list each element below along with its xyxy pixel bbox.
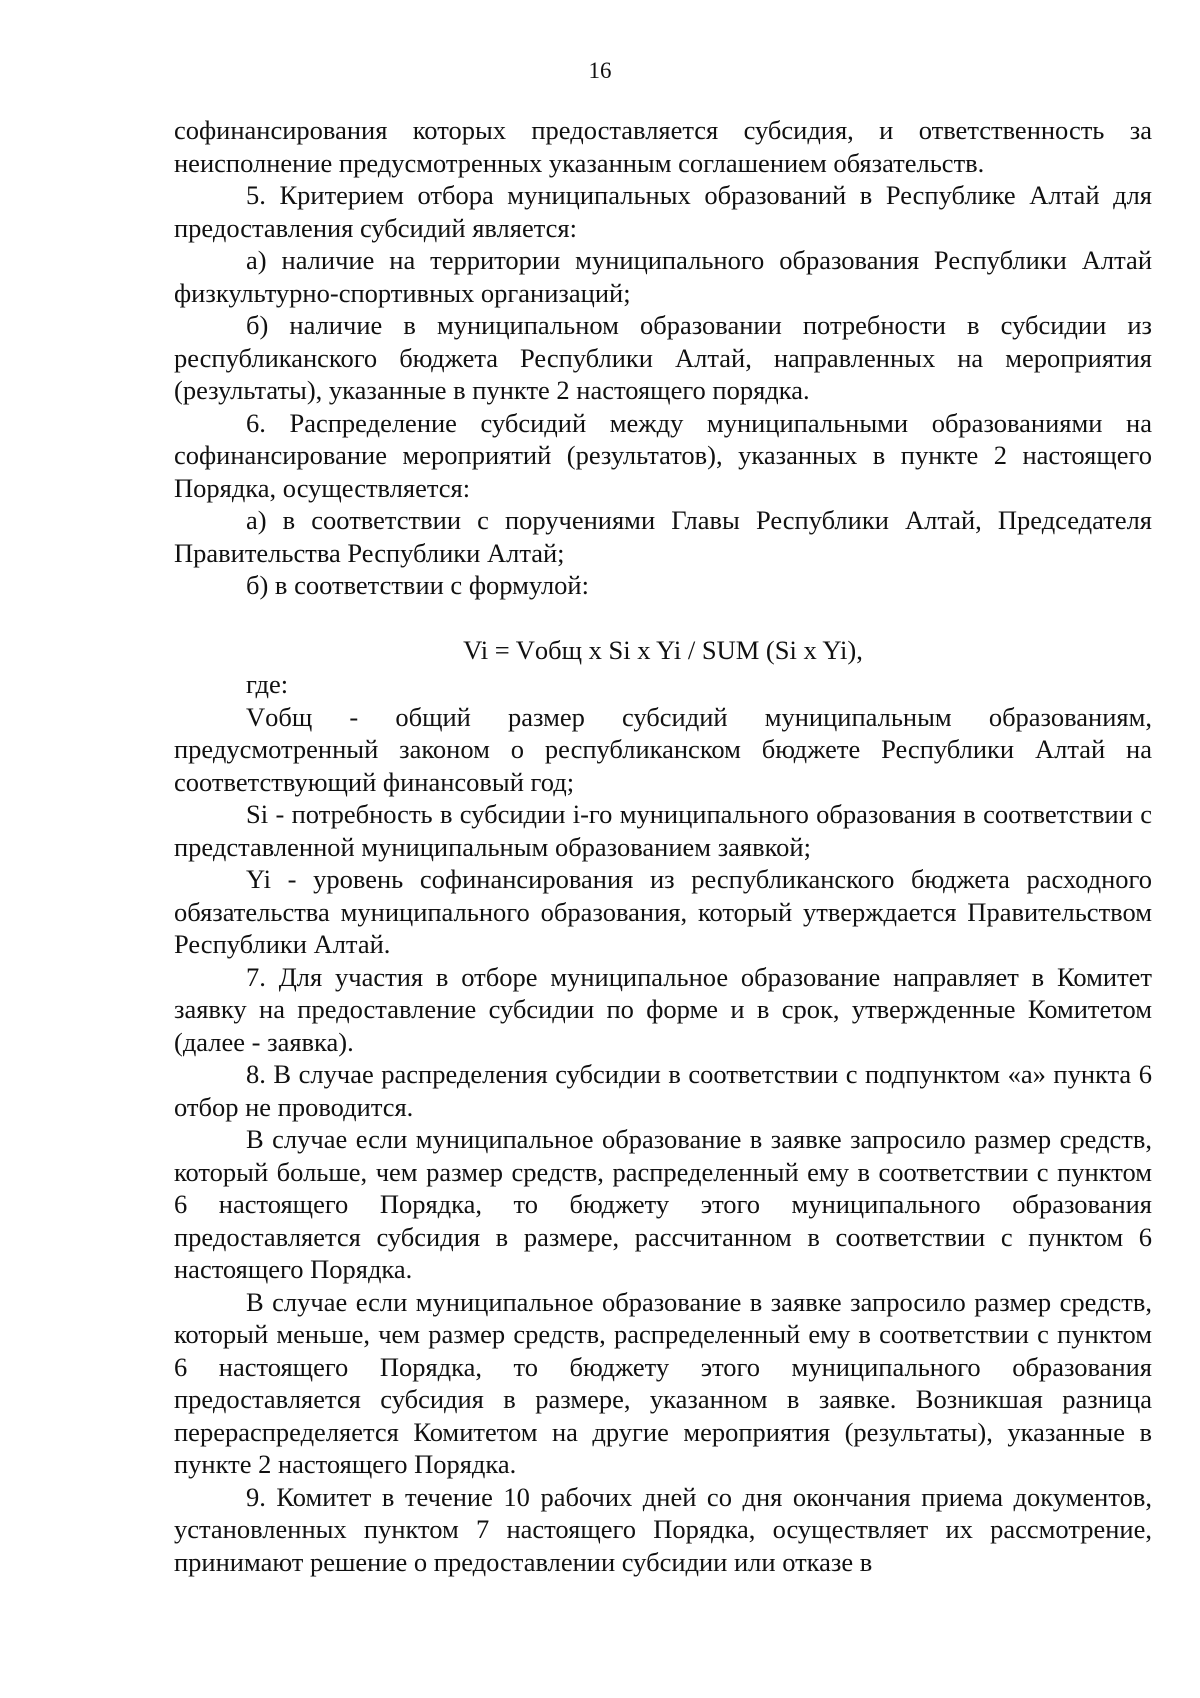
paragraph-item-6a: а) в соответствии с поручениями Главы Республики Алтай, Председателя Правительства Республики Алтай; (174, 505, 1152, 568)
definition-si: Si - потребность в субсидии i-го муниципального образования в соответствии с представленной муниципальным образованием заявкой; (174, 799, 1152, 862)
paragraph-item-6: 6. Распределение субсидий между муниципальными образованиями на софинансирование мероприятий (результатов), указанных в пункте 2 настоящего Порядка, осуществляется: (174, 407, 1152, 503)
paragraph-where: где: (246, 669, 289, 699)
definition-vtotal: Vобщ - общий размер субсидий муниципальным образованиям, предусмотренный законом о республиканском бюджете Республики Алтай на соответствующий финансовый год; (174, 701, 1152, 797)
paragraph-item-8-case-less: В случае если муниципальное образование в заявке запросило размер средств, который меньше, чем размер средств, распределенный ему в соответствии с пунктом 6 настоящего Порядка, то бюджету этого муниципального образования предоставляется субсидия в размере, указанном в заявке. Возникшая разница перераспределяется Комитетом на другие мероприятия (результаты), указанные в пункте 2 настоящего Порядка. (174, 1286, 1152, 1479)
paragraph-item-5b: б) наличие в муниципальном образовании потребности в субсидии из республиканского бюджета Республики Алтай, направленных на мероприятия (результаты), указанные в пункте 2 настоящего порядка. (174, 310, 1152, 405)
document-body (174, 114, 1152, 1578)
paragraph-item-6b: б) в соответствии с формулой: (246, 570, 589, 600)
page-number: 16 (588, 58, 612, 83)
paragraph-continuation: софинансирования которых предоставляется субсидия, и ответственность за неисполнение предусмотренных указанным соглашением обязательств. (174, 115, 1152, 178)
paragraph-item-5: 5. Критерием отбора муниципальных образований в Республике Алтай для предоставления субсидий является: (174, 180, 1152, 243)
definition-yi: Yi - уровень софинансирования из республиканского бюджета расходного обязательства муниципального образования, который утверждается Правительством Республики Алтай. (174, 864, 1152, 959)
paragraph-item-7: 7. Для участия в отборе муниципальное образование направляет в Комитет заявку на предоставление субсидии по форме и в срок, утвержденные Комитетом (далее - заявка). (174, 961, 1152, 1057)
paragraph-item-8-case-more: В случае если муниципальное образование в заявке запросило размер средств, который больше, чем размер средств, распределенный ему в соответствии с пунктом 6 настоящего Порядка, то бюджету этого муниципального образования предоставляется субсидия в размере, рассчитанном в соответствии с пунктом 6 настоящего Порядка. (174, 1124, 1152, 1284)
paragraph-item-5a: а) наличие на территории муниципального образования Республики Алтай физкультурно-спортивных организаций; (174, 245, 1152, 308)
paragraph-item-9: 9. Комитет в течение 10 рабочих дней со дня окончания приема документов, установленных пунктом 7 настоящего Порядка, осуществляет их рассмотрение, принимают решение о предоставлении субсидии или отказе в (174, 1481, 1152, 1577)
paragraph-item-8: 8. В случае распределения субсидии в соответствии с подпунктом «а» пункта 6 отбор не проводится. (174, 1059, 1152, 1122)
formula: Vi = Vобщ x Si x Yi / SUM (Si x Yi), (463, 634, 863, 665)
